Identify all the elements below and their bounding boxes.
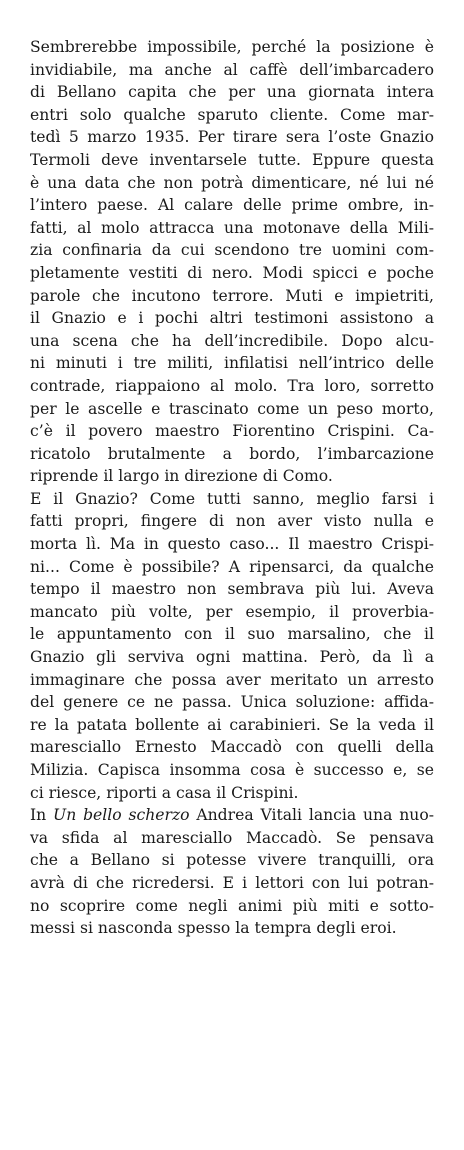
text-line: va sfida al maresciallo Maccadò. Se pensava xyxy=(30,828,434,847)
text-line: pletamente vestiti di nero. Modi spicci e poche xyxy=(30,263,434,282)
text-line: Sembrerebbe impossibile, perché la posizione è xyxy=(30,38,434,56)
text-line: morta lì. Ma in questo caso... Il maestro Crispi- xyxy=(30,535,434,554)
text-line: Gnazio gli serviva ogni mattina. Però, da lì a xyxy=(30,648,434,667)
text-line: di Bellano capita che per una giornata intera xyxy=(30,83,434,102)
text-line: del genere ce ne passa. Unica soluzione: affida- xyxy=(30,693,434,712)
text-line: messi si nasconda spesso la tempra degli eroi. xyxy=(30,919,397,938)
blurb-text xyxy=(30,36,434,940)
text-line: avrà di che ricredersi. E i lettori con lui potran- xyxy=(30,873,434,892)
text-line: fatti propri, fingere di non aver visto nulla e xyxy=(30,512,434,531)
text-line: ricatolo brutalmente a bordo, l’imbarcazione xyxy=(30,444,434,463)
text-line: ni... Come è possibile? A ripensarci, da qualche xyxy=(30,557,434,576)
book-title: Un bello scherzo xyxy=(53,806,190,825)
text-line: parole che incutono terrore. Muti e impietriti, xyxy=(30,286,434,305)
text-line: E il Gnazio? Come tutti sanno, meglio farsi i xyxy=(30,489,434,508)
text-line: entri solo qualche sparuto cliente. Come mar- xyxy=(30,105,434,124)
paragraph-2 xyxy=(30,488,434,804)
text-line: ci riesce, riporti a casa il Crispini. xyxy=(30,783,299,802)
text-line: l’intero paese. Al calare delle prime ombre, in- xyxy=(30,196,434,215)
text-line: c’è il povero maestro Fiorentino Crispini. Ca- xyxy=(30,422,434,441)
text-line: tempo il maestro non sembrava più lui. Aveva xyxy=(30,580,434,599)
text-line: una scena che ha dell’incredibile. Dopo alcu- xyxy=(30,331,434,350)
text-line: contrade, riappaiono al molo. Tra loro, sorretto xyxy=(30,376,434,395)
text-line xyxy=(30,804,434,827)
text-line: no scoprire come negli animi più miti e sotto- xyxy=(30,896,434,915)
text-line: fatti, al molo attracca una motonave della Mili- xyxy=(30,218,434,237)
text-line: mancato più volte, per esempio, il proverbia- xyxy=(30,602,434,621)
text-line: invidiabile, ma anche al caffè dell’imbarcadero xyxy=(30,60,434,79)
text-line: zia confinaria da cui scendono tre uomini com- xyxy=(30,241,434,260)
text-line: maresciallo Ernesto Maccadò con quelli della xyxy=(30,738,434,757)
text-line: riprende il largo in direzione di Como. xyxy=(30,467,333,486)
text-line: immaginare che possa aver meritato un arresto xyxy=(30,670,434,689)
text-line: Milizia. Capisca insomma cosa è successo e, se xyxy=(30,761,434,779)
text-line: re la patata bollente ai carabinieri. Se la veda il xyxy=(30,715,434,734)
text-line: le appuntamento con il suo marsalino, che il xyxy=(30,625,434,644)
paragraph-1 xyxy=(30,36,434,488)
text-line: Termoli deve inventarsele tutte. Eppure questa xyxy=(30,150,434,169)
paragraph-3 xyxy=(30,804,434,940)
text-line: è una data che non potrà dimenticare, né lui né xyxy=(30,173,434,192)
text-line: il Gnazio e i pochi altri testimoni assistono a xyxy=(30,309,434,328)
text-line: per le ascelle e trascinato come un peso morto, xyxy=(30,399,434,418)
text-run: Andrea Vitali lancia una nuo- xyxy=(189,806,434,825)
text-line: che a Bellano si potesse vivere tranquilli, ora xyxy=(30,851,434,870)
text-line: ni minuti i tre militi, infilatisi nell’intrico delle xyxy=(30,354,434,373)
text-run: In xyxy=(30,806,54,825)
text-line: tedì 5 marzo 1935. Per tirare sera l’oste Gnazio xyxy=(30,128,434,147)
